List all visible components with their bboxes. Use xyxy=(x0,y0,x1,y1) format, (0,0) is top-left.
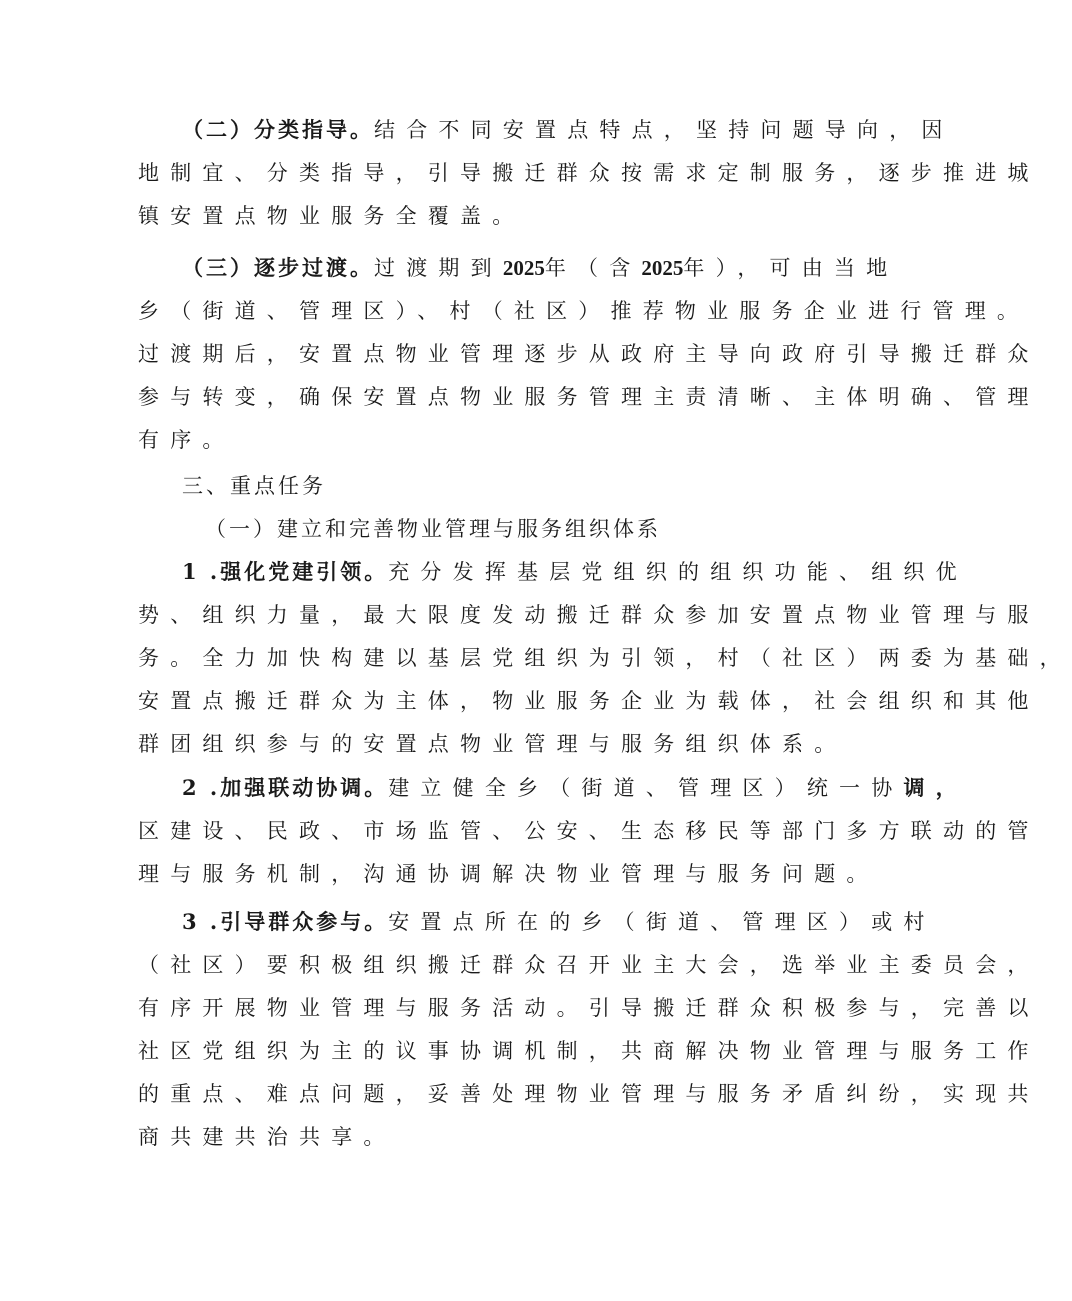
paragraph-text: 建立健全乡（街道、管理区）统一协 xyxy=(388,776,904,800)
paragraph-text: 调， xyxy=(903,775,968,800)
paragraph-line: 乡（街道、管理区）、村（社区）推荐物业服务企业进行管理。 xyxy=(138,299,1030,323)
section-heading: 三、重点任务 xyxy=(182,474,326,498)
paragraph-heading: （二）分类指导。 xyxy=(182,117,374,142)
paragraph-line: 群团组织参与的安置点物业管理与服务组织体系。 xyxy=(138,732,847,756)
paragraph-text: 结合不同安置点特点，坚持问题导向，因 xyxy=(374,118,954,142)
paragraph-line: 有序。 xyxy=(138,428,235,452)
paragraph-heading: （三）逐步过渡。 xyxy=(182,255,374,280)
paragraph-line xyxy=(182,555,968,589)
paragraph-line: 有序开展物业管理与服务活动。引导搬迁群众积极参与，完善以 xyxy=(138,996,1040,1020)
paragraph-text: 年），可由当地 xyxy=(683,256,899,280)
subsection-heading: （一）建立和完善物业管理与服务组织体系 xyxy=(205,517,661,541)
year-value: 2025 xyxy=(502,256,545,280)
paragraph-line: 地制宜、分类指导，引导搬迁群众按需求定制服务，逐步推进城 xyxy=(138,161,1040,185)
paragraph-line: 镇安置点物业服务全覆盖。 xyxy=(138,204,525,228)
paragraph-line xyxy=(182,905,936,939)
paragraph-line: 商共建共治共享。 xyxy=(138,1125,396,1149)
paragraph-line: 区建设、民政、市场监管、公安、生态移民等部门多方联动的管 xyxy=(138,819,1040,843)
paragraph-heading: 3 .引导群众参与。 xyxy=(182,909,389,934)
paragraph-line: 务。全力加快构建以基层党组织为引领，村（社区）两委为基础， xyxy=(138,646,1072,670)
paragraph-line: 参与转变，确保安置点物业服务管理主责清晰、主体明确、管理 xyxy=(138,385,1040,409)
paragraph-line: 理与服务机制，沟通协调解决物业管理与服务问题。 xyxy=(138,862,879,886)
paragraph-text: 年（含 xyxy=(544,256,642,280)
paragraph-line xyxy=(182,251,899,285)
paragraph-heading: 1 .强化党建引领。 xyxy=(182,559,389,584)
paragraph-line: 过渡期后，安置点物业管理逐步从政府主导向政府引导搬迁群众 xyxy=(138,342,1040,366)
paragraph-line: （社区）要积极组织搬迁群众召开业主大会，选举业主委员会， xyxy=(138,953,1040,977)
paragraph-line: 安置点搬迁群众为主体，物业服务企业为载体，社会组织和其他 xyxy=(138,689,1040,713)
paragraph-text: 充分发挥基层党组织的组织功能、组织优 xyxy=(388,560,968,584)
paragraph-line: 的重点、难点问题，妥善处理物业管理与服务矛盾纠纷，实现共 xyxy=(138,1082,1040,1106)
paragraph-heading: 2 .加强联动协调。 xyxy=(182,775,389,800)
paragraph-line xyxy=(182,771,968,805)
year-value: 2025 xyxy=(641,256,684,280)
paragraph-text: 过渡期到 xyxy=(374,256,503,280)
paragraph-line xyxy=(182,113,954,147)
paragraph-line: 社区党组织为主的议事协调机制，共商解决物业管理与服务工作 xyxy=(138,1039,1040,1063)
paragraph-text: 安置点所在的乡（街道、管理区）或村 xyxy=(388,910,936,934)
paragraph-line: 势、组织力量，最大限度发动搬迁群众参加安置点物业管理与服 xyxy=(138,603,1040,627)
